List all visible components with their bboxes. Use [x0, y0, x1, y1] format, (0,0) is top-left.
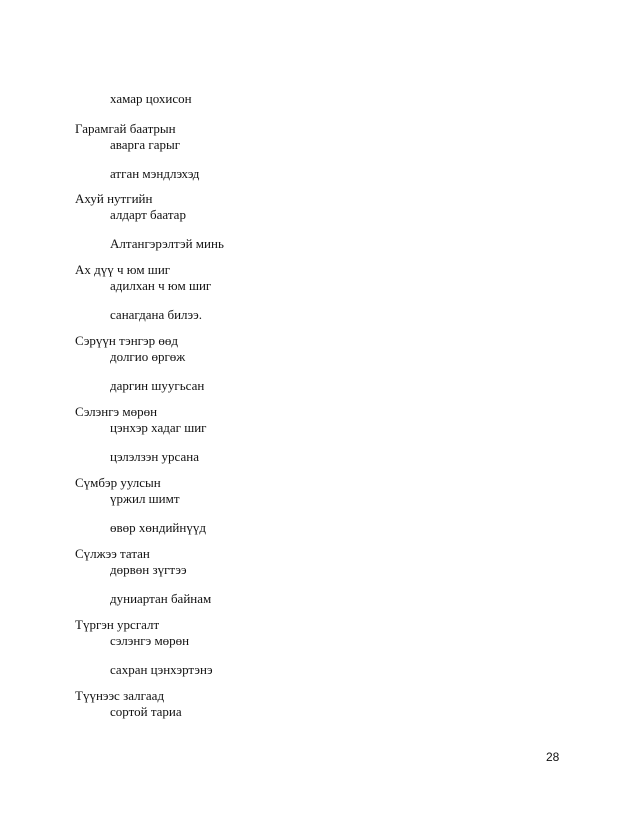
poem-line: Гарамгай баатрын	[75, 121, 176, 136]
poem-line: үржил шимт	[110, 491, 180, 506]
poem-line: өвөр хөндийнүүд	[110, 520, 206, 535]
poem-line: сэлэнгэ мөрөн	[110, 633, 190, 648]
page-number: 28	[546, 750, 560, 764]
poem-line: сортой тариа	[110, 704, 182, 719]
poem-line: Түүнээс залгаад	[75, 688, 165, 703]
poem-line: дөрвөн зүгтээ	[110, 562, 187, 577]
poem-line: аварга гарыг	[110, 137, 181, 152]
poem-line: адилхан ч юм шиг	[110, 278, 212, 293]
poem-line: Түргэн урсгалт	[75, 617, 160, 632]
poem-line: Сэрүүн тэнгэр өөд	[75, 333, 178, 348]
poem-line: Сэлэнгэ мөрөн	[75, 404, 158, 419]
poem-line: Сүлжээ татан	[75, 546, 150, 561]
poem-line: цэлэлзэн урсана	[110, 449, 199, 464]
poem-line: санагдана билээ.	[110, 307, 202, 322]
poem-line: цэнхэр хадаг шиг	[110, 420, 207, 435]
poem-line: хамар цохисон	[110, 91, 192, 106]
poem-line: сахран цэнхэртэнэ	[110, 662, 213, 677]
poem-line: дуниартан байнам	[110, 591, 212, 606]
poem-line: Ах дүү ч юм шиг	[75, 262, 171, 277]
poem-line: Ахуй нутгийн	[75, 191, 153, 206]
poem-line: атган мэндлэхэд	[110, 166, 200, 181]
poem-line: даргин шуугьсан	[110, 378, 205, 393]
poem-line: долгио өргөж	[110, 349, 186, 364]
poem-line: алдарт баатар	[110, 207, 186, 222]
poem-line: Алтангэрэлтэй минь	[110, 236, 224, 251]
poem-line: Сүмбэр уулсын	[75, 475, 161, 490]
